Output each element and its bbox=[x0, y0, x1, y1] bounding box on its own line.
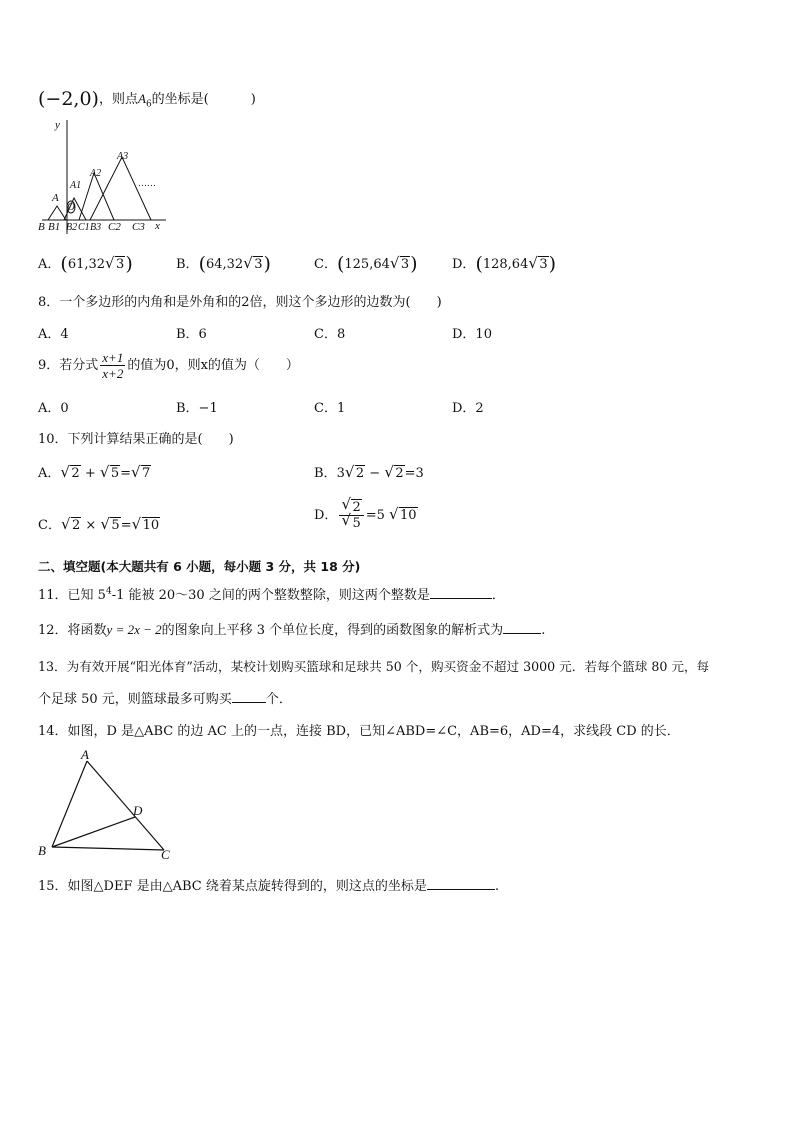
q10-d-num: 2 bbox=[352, 500, 361, 515]
q10-c-op: × bbox=[85, 518, 97, 533]
q7-option-c-value: 125,64 bbox=[344, 257, 390, 272]
q10-d-eq: =5 bbox=[365, 508, 385, 523]
q14-label-a: A bbox=[81, 748, 89, 762]
q14-figure bbox=[34, 748, 184, 863]
fig-label-b1: B1 bbox=[48, 221, 61, 233]
q7-point: A bbox=[137, 91, 146, 106]
q10-d-fraction bbox=[339, 500, 363, 531]
q12-end: . bbox=[541, 623, 546, 638]
q12-answer-blank[interactable] bbox=[503, 621, 541, 634]
q14-label-b: B bbox=[38, 843, 46, 858]
q7-paren-close: ) bbox=[250, 92, 256, 107]
q10-option-a bbox=[38, 462, 151, 481]
q10-c-letter: C． bbox=[38, 518, 61, 533]
q11-pre: 11．已知 5 bbox=[38, 588, 106, 603]
q7-coord: (−2,0) bbox=[38, 88, 99, 110]
q7-option-a-letter: A． bbox=[38, 257, 61, 272]
q8-option-d: D．10 bbox=[452, 327, 492, 342]
q7-option-c-letter: C． bbox=[314, 257, 337, 272]
q7-text2: 的坐标是( bbox=[151, 92, 209, 107]
q9-option-c: C．1 bbox=[314, 401, 346, 416]
q12-pre: 12．将函数 bbox=[38, 623, 107, 638]
q13-answer-blank[interactable] bbox=[232, 690, 266, 703]
q15-end: . bbox=[494, 879, 500, 894]
q8-option-a: A．4 bbox=[38, 327, 69, 342]
q10-option-c bbox=[38, 514, 160, 533]
q7-option-d-value: 128,64 bbox=[482, 257, 529, 272]
q10-d-r3: 10 bbox=[400, 508, 417, 523]
q12-function: y = 2x − 2 bbox=[106, 622, 162, 637]
q15-pre: 15．如图△DEF 是由△ABC 绕着某点旋转得到的，则这点的坐标是 bbox=[38, 879, 427, 894]
q9-stem bbox=[38, 350, 299, 381]
q9-fraction bbox=[100, 350, 125, 381]
q9-suffix: 的值为0，则x的值为（ ） bbox=[127, 358, 299, 373]
segment-bc bbox=[52, 847, 164, 850]
q7-point-sub: 6 bbox=[145, 99, 152, 110]
triangle-0 bbox=[48, 206, 66, 220]
fig-y-label: y bbox=[55, 119, 60, 131]
q10-stem: 10．下列计算结果正确的是( ) bbox=[38, 432, 234, 447]
fig-label-b: B bbox=[38, 221, 45, 233]
segment-ab bbox=[52, 761, 87, 847]
q7-option-a-value: 61,32 bbox=[67, 257, 106, 272]
q10-c-r2: 5 bbox=[111, 518, 120, 533]
q8-option-c: C．8 bbox=[314, 327, 346, 342]
q11 bbox=[38, 584, 505, 603]
q10-b-coef: 3 bbox=[336, 466, 345, 481]
q11-post: -1 能被 20～30 之间的两个整数整除，则这两个整数是 bbox=[111, 588, 430, 603]
q13-line1: 13．为有效开展“阳光体育”活动，某校计划购买篮球和足球共 50 个，购买资金不超过 3000 元．若每个篮球 80 元，每 bbox=[38, 659, 710, 674]
q14-label-c: C bbox=[161, 847, 170, 862]
q7-option-b-value: 64,32 bbox=[205, 257, 244, 272]
q10-a-r2: 5 bbox=[110, 466, 120, 481]
q11-end: ． bbox=[491, 588, 505, 603]
fig-label-a3: A3 bbox=[117, 151, 129, 162]
segment-bd bbox=[52, 817, 135, 847]
q12 bbox=[38, 619, 545, 638]
q7-text: ，则点 bbox=[98, 92, 138, 107]
triangle-2 bbox=[79, 173, 114, 220]
fig-label-b3: B3 bbox=[90, 222, 102, 233]
q10-d-den: 5 bbox=[352, 516, 361, 531]
q7-option-d: D．(128,64√ 3) bbox=[452, 253, 556, 275]
q10-a-letter: A． bbox=[38, 466, 61, 481]
q7-option-b-letter: B． bbox=[176, 257, 199, 272]
q7-option-b-root: 3 bbox=[254, 257, 263, 272]
fig-label-a: A bbox=[52, 192, 59, 204]
q8-stem: 8．一个多边形的内角和是外角和的2倍，则这个多边形的边数为( ) bbox=[38, 295, 442, 310]
q10-b-letter: B． bbox=[314, 466, 337, 481]
q13-line2 bbox=[38, 688, 292, 707]
q11-answer-blank[interactable] bbox=[430, 586, 492, 599]
q10-a-r1: 2 bbox=[71, 466, 80, 481]
q7-option-d-letter: D． bbox=[452, 257, 476, 272]
q10-option-b bbox=[314, 462, 424, 481]
q7-option-c: C．(125,64√ 3) bbox=[314, 253, 418, 275]
fig-label-c2: C2 bbox=[108, 221, 121, 233]
q10-c-r1: 2 bbox=[71, 518, 81, 533]
fig-label-c3: C3 bbox=[132, 221, 145, 233]
q14-stem: 14．如图，D 是△ABC 的边 AC 上的一点，连接 BD，已知∠ABD=∠C，AB=6，AD=4，求线段 CD 的长． bbox=[38, 724, 680, 739]
q13-line2-post: 个． bbox=[265, 692, 292, 707]
fig-x-label: x bbox=[155, 220, 160, 232]
q7-option-a: A．(61,32√ 3) bbox=[38, 253, 133, 275]
q10-a-r3: 7 bbox=[142, 466, 151, 481]
q8-option-b: B．6 bbox=[176, 327, 207, 342]
q10-a-eq: = bbox=[120, 466, 132, 481]
q7-option-c-root: 3 bbox=[400, 257, 410, 272]
q7-option-a-root: 3 bbox=[116, 257, 125, 272]
q12-post: 的图象向上平移 3 个单位长度，得到的函数图象的解析式为 bbox=[161, 623, 504, 638]
fig-label-a2: A2 bbox=[90, 168, 102, 179]
q10-d-letter: D． bbox=[314, 508, 338, 523]
q10-b-r1: 2 bbox=[355, 466, 365, 481]
q7-figure bbox=[34, 116, 174, 236]
q9-option-a: A．0 bbox=[38, 401, 69, 416]
q10-b-op: − bbox=[369, 466, 381, 481]
q9-option-d: D．2 bbox=[452, 401, 484, 416]
q7-option-b: B．(64,32√ 3) bbox=[176, 253, 271, 275]
fig-dots: …… bbox=[138, 178, 156, 188]
q10-b-eq: =3 bbox=[404, 466, 424, 481]
q11-sup: 4 bbox=[105, 586, 112, 597]
q15 bbox=[38, 875, 499, 894]
q15-answer-blank[interactable] bbox=[427, 877, 495, 890]
q9-option-b: B．−1 bbox=[176, 401, 218, 416]
segment-ac bbox=[87, 761, 164, 850]
q7-option-d-root: 3 bbox=[539, 257, 548, 272]
section-title-fill-blank: 二、填空题(本大题共有 6 小题，每小题 3 分，共 18 分) bbox=[38, 559, 361, 574]
fig-label-b2: B2 bbox=[66, 222, 78, 233]
q10-option-d bbox=[314, 500, 418, 531]
q10-c-r3: 10 bbox=[142, 518, 160, 533]
q10-b-r2: 2 bbox=[395, 466, 404, 481]
q9-prefix: 9．若分式 bbox=[38, 358, 99, 373]
fig-label-c1: C1 bbox=[78, 222, 90, 233]
fig-label-o: O bbox=[67, 201, 75, 213]
q14-label-d: D bbox=[133, 803, 143, 818]
q10-c-eq: = bbox=[120, 518, 132, 533]
q13-line2-pre: 个足球 50 元，则篮球最多可购买 bbox=[38, 692, 232, 707]
q9-numerator: x+1 bbox=[102, 350, 124, 365]
q10-a-op: + bbox=[84, 466, 96, 481]
fig-label-a1: A1 bbox=[70, 180, 82, 191]
q9-denominator: x+2 bbox=[102, 366, 124, 381]
triangle-3 bbox=[90, 157, 151, 220]
q7-stem-tail bbox=[38, 88, 256, 110]
